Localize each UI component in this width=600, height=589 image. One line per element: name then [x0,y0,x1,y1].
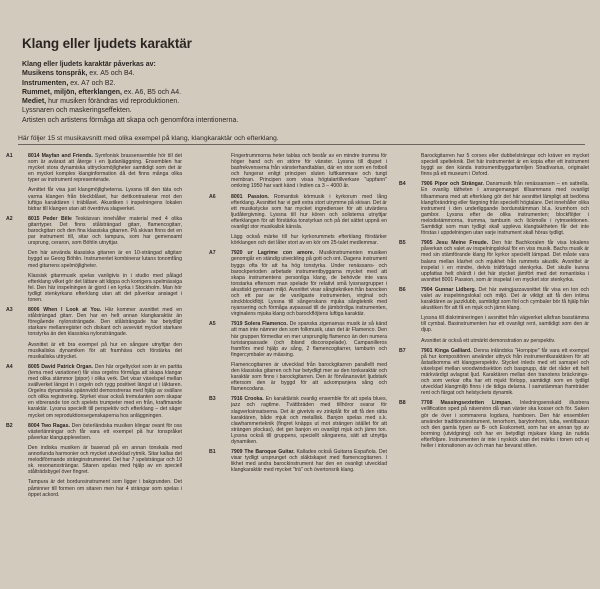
track-code [6,250,28,268]
track-description [421,315,589,333]
track-heading: 7909 The Baroque Guitar. [231,449,295,456]
track-description [421,153,589,177]
track-code: B3 [209,396,216,403]
track-text: En karaktärisk ovanlig ensemble för att spela blues, jazz och ragtime. Tvättbräden med tillhöror svarar för slagverksinsatserna. Det är givetvis ev zinkplåt för att få den rätta karaktären, både mjuk och metallisk. Banjon spelas med s.k. clawhammerteknik (fingret knäpps ut mot strängen istället för att strängen plockas), det ger banjon en ovanligt mjuk och jämn ton. Lyssna också till gruppens, speciellt sångarens, sätt att utnyttja dynamiken. [231,396,387,446]
track-code: A2 [6,215,13,222]
track-text: Den österländska musiken klingar ovant för oss västerlänningar och får vara ett exempel på hur tonspråket påverkar klangupplevelsen. [28,422,183,441]
track-code: A7 [209,250,216,257]
intro-item: Rummet, miljön, efterklangen, ex. A6, B5 och A4. [22,88,182,96]
track-description [28,479,182,497]
track-description [28,273,182,303]
column-3 [399,153,589,453]
track-heading: 7904 Gunnar Lidberg. [421,286,477,293]
track-code: B4 [399,181,406,188]
track-entry [6,273,182,303]
track-entry [6,342,182,360]
track-description [231,234,387,246]
track-code: A3 [6,307,13,314]
intro-item: Instrumenten, ex. A7 och B2. [22,79,116,87]
track-entry [209,321,387,358]
track-description [421,240,589,283]
track-description [231,250,387,317]
track-code: B2 [6,422,13,429]
track-entry [399,348,589,397]
track-code: B1 [209,449,216,456]
track-text: Romantisk körmusik i kyrkorum med lång efterklang. Avsnittet har vi gett extra stort utrymme på skivan. Det är ett musikstycke som har mycket ingredienser för att utvärdera ljudåtergivning. Lyssna till hur kören och solisterna utnyttjar efterklangen för att förstärka tonstyrkan och på det sättet uppnå en ovanligt stor musikalisk känsla. [231,193,387,231]
track-code [6,187,28,211]
track-entry [209,449,387,473]
track-description [231,396,387,445]
track-code [209,362,231,392]
intro-line: Artisten och artistens förmåga att skapa och genomföra intentionerna. [22,116,239,124]
track-text: Inledningsenskald illustrera vellification sped på nävervinn då man växter ska kosser och för. Saken gör de över i sommarens logdans, hamboen. Den här ensemblen använder traditionsinstrument, tenorhorn, barytonhorn, tuba, ventilbasun och den gamla typen av B- och Esskornett, som har en annan typ av borrning (utvidgning) och har en betydligt mjukare klang än nutida efterföljare. Instrumenten är inte i nyskick utan det märks i tonen och ej heller i intonationen av och man har bevarat stilen. [421,400,589,450]
track-description [28,216,182,246]
track-text: Klassisk gitarrmusik spelas vanligtvis in i studio med pålagd efterklang vilket gör det lättare att klippa och korrigera spelmässiga fel. Den här inspelningen är gjord i en kyrka i Stockholm. Man hör tydligt stenkyrkans efterklang utan att det påverkar ansiaget i tonen. [28,272,182,303]
track-heading: 8014 Mayfan and Friends. [28,153,93,159]
track-heading: 7916 Crooka. [231,396,264,403]
track-heading: 7906 Pipor och Strängar. [421,181,484,188]
track-description [231,362,387,392]
track-description [28,187,182,211]
track-heading: 8001 Passion. [231,193,269,200]
track-entry [209,234,387,246]
track-description [28,364,182,419]
track-entry [6,364,182,419]
track-description [231,194,387,231]
track-text: Lägg också märke till hur kyrkorummets efterklang förstärker körklangen och det låter stort av en kör om 25-talet medlemmar. [231,234,387,247]
track-code: A4 [6,363,13,370]
track-description [28,445,182,475]
track-code: B7 [399,347,406,354]
track-entry [6,250,182,268]
track-entry [399,240,589,283]
track-code [209,234,231,246]
track-entry [209,153,387,190]
track-entry [6,479,182,497]
track-heading: 7920 ur Lagrime con amore. [231,250,315,257]
intro-block [22,60,238,125]
track-entry [209,250,387,317]
track-text: Flamencogitarren är utvecklad från barockgitarren parallellt med den klassiska gitarren och har betydligt mer av den tonkaraktär och karaktär som finns i barockgitarren. Den är förvånansvärt ljudstark eftersom den är byggd för att ackompanjera sång och flamencodans. [231,361,387,393]
track-code [6,273,28,303]
track-text: Teskäsvan innehåller material med 4 olika gitarrtyper. Det finns stålsträngad gitarr, flamencogitarr, barockgitarr och den fina klassiska gitarren. På skivan finns det en par instrument till, sitar och tampura, som har gemensamt ursprung, ceraron, som Böhlin utnyttjar. [28,215,182,247]
track-heading: 8015 Peder Bille [28,215,72,222]
track-heading: 7919 Solera Flamenco. [231,321,288,328]
track-code [6,342,28,360]
track-text: Den här orgeltycket som är en partita (tema med variationer) får visa orgelns förmåga att skapa klangar med olika stämmor (pipor) i olika verk. Det visar växelspel mellan svällverket längst in i orgeln och rygg positivet längst ut i läktaren. Orgelns dynamiska spännvidd demonstreras med hjälp av svällare och olika registrering. Styrket visar också tremulanten som skapar en vibrerande ton och spelets trumpeter med en från, kraftmande karaktär. Lyssna speciellt till perspektiv och efterklang – det säger mycket om reproduktionsegenskaperna hos anläggningen. [28,363,182,419]
track-text: Den här Bachkoralen får visa lokalens påverkan och valet av inspelningslokal för en viss musik. Bachs musik är med sin stämförande klang för kyrkor speciellt lämpad. Det måste vara balans mellan klarhet och mjukhet från rummets akustik. Avsnittet är inspelat i en mindre, delvis träförlagd stenkyrka. Det skulle kunna uppfattas helt ohärdt i det här stycket jämfört med det romantiska i avsnittet 8001 Passion, som är inspelat i en mycket stor stenkyrka. [421,240,589,283]
track-code [6,479,28,497]
intro-line: Lyssnaren och maskeringseffekten. [22,107,132,115]
track-code: A5 [209,321,216,328]
track-text: Dansmusik från renässansen – en satirella. En ovanlig tätheten i arrangemanget tillsammans med ovanligt tillsammans med att efterklang gör det här avsnittet lämpligt att bedöma klangförändring eller färgning från speciellt högtalare. Det innehåller olika instrument i den underliggande bordunstämman bl.a. krumhorn och gambor. Lyssna efter de olika instrumenten; blockflöjter i melodistämmorna, trumma, tamburin och lickmolle i rytmsektionen. Samtidigt som man tydligt skall uppleva klangtaktheten får det inte förstas i uppdelningen utan varje instrument skall höras tydligt. [421,181,589,237]
track-text: Avsnittet är också ett utmärkt demonstration av perspektiv. [421,337,556,344]
track-entry [399,287,589,311]
track-heading: 8005 David Patrick Organ. [28,363,93,370]
track-code: A6 [209,193,216,200]
track-entry [6,216,182,246]
track-text: Fingertrummorna heter tablas och består av en mindre trumma för höger hand och en större för vänster. Lyssna till djupet i basfrekvenserna från vänsterhandtablan, där en stor som en fotboll och fungerar enligt principen sluten luftkammare och tungt membran. Principen som vissa högtalartillverkare "uppfann" omkring 1950 har varit känd i Indien ca 3 – 4000 år. [231,153,387,190]
intro-item: Mediet, hur musiken förändras vid reproduktionen. [22,98,180,106]
track-description [28,307,182,337]
track-text: Avnittet får visa just klangmöjligheterna. Lyssna till den täta och varma klangen från bleckblåset, hur dettkontrasterar mot den luftiga karaktären i träblåset. Akustiken i inspelningens lokalen bidrar till klangen utan att överdriva slagverket. [28,187,182,212]
track-text: Här kommer avsnittet med en stålsträngad gitarr. Den har en helt annan klangkaraktär än föregående nylonsträngade. Den stålsträngade har betydligt starkare mellanregister och diskant och avsevärt mycket starkare tonstyrka än den klassiska nylonsträngade. [28,307,182,338]
track-code: B8 [399,400,406,407]
track-code [399,338,421,344]
track-entry [399,400,589,449]
track-description [421,338,589,344]
track-text: Tampura är det bordunsinstrument som ligger i bakgrunden. Det påminner till formen om sitaren men har 4 strängar som spelas i öppet ackord. [28,479,182,498]
track-text: Det här swingjazzavsnittet får visa en ton och valet av inspelningslokal och miljö. Det är viktigt att få den intima karaktären av jazzklubb, samtidigt som fiol och cymbaler bör få hjälp från akustiken för att få en mjuk och jämn klang. [421,286,589,312]
track-entry [6,307,182,337]
track-text: Lyssna till diskrimineringen i avsnittet från vägverket allsfran basstämma till cymbal. Basinstrumenten har ett ovanligt rent, samtidigt som den är djup. [421,315,589,334]
track-text: Musikinstrumenten musiken genomgår en ständig utveckling på gott och ont. Dagens instrument byggs ofta för att ha hög tonstyrka. Under renässans- och barockperioden arbetade instrumentbyggarna mycket med att skapa instrumentens personliga klang, de behövde inte vara tonstarka eftersom man spelade för relativt små lyssnargrupper i akustiskt gynnsam miljö. Avsnittet visar sångtekniken från barocken och ett par av de vanligaste instrumenten, virginal och sinckblockflöjt. Lyssna till sångerskans mjuka sångteknik med nyansering och förmåga avpassad till de jämbördiga instrumenten, virginalens mjuka klang och barockflöjtens luftiga karaktär. [231,250,387,318]
track-entry [209,194,387,231]
track-entry [6,153,182,183]
track-text: Denna inländska "Hornpipe" får vara ett exempel på hur kompositören använder uttryck från instrumentkaraktären för att åstadkomma ett klangperspektiv. Stycket inleds med ett samspel och växelspel mellan woodwindsektion och basgrupp, där det råder ett helt märkvärdigt avlagrat ljud. Karaktären mellan den tranotens bräcknings- och som verkar ofta har ett mjukt förlopp, samtidigt som en tydligt utvecklad klangmiljö finns i de tidiga delarna. I samstämman framträder rent och färgat och helstyckets dynamik. [421,347,589,397]
column-1 [6,153,182,502]
track-description [28,153,182,183]
track-description [421,181,589,236]
track-description [28,342,182,360]
track-code: A1 [6,153,13,159]
track-description [421,348,589,397]
track-heading: 7905 Jesu Meine Freude. [421,240,489,247]
track-heading: 8004 Two Ragas. [28,422,70,429]
track-entry [6,423,182,441]
track-code [6,445,28,475]
track-description [421,400,589,449]
intro-line: Klang eller ljudets karaktär påverkas av: [22,61,156,68]
track-entry [209,396,387,445]
track-code [399,315,421,333]
track-entry [399,315,589,333]
track-description [231,321,387,358]
track-description [28,250,182,268]
page-title: Klang eller ljudets karaktär [22,36,192,51]
track-entry [6,445,182,475]
track-code: B5 [399,240,406,247]
track-text: Symfonisk brassensemble hör till det som är avärast att återge i en ljudanläggning. Ensemblen har mycket stora dynamiska uttrycksmöjligheter samtidigt som det är en mycket komplex klanginformation då det finns många olika typer av instrument representerade. [28,153,182,184]
track-heading: 7901 Kinga Galliard. [421,347,472,354]
track-text: Avsnittet är ett bra exempel på hur en sångare utnyttjar den musikaliska dynamiken för att framhäva och förstärka det musikaliska uttrycket. [28,341,182,360]
track-entry [399,153,589,177]
track-heading: 8006 When I Look at You. [28,307,102,314]
intro-item: Musikens tonspråk, ex. A5 och B4. [22,70,135,78]
track-entry [399,338,589,344]
lead-text: Här följer 15 st musikavsnitt med olika exempel på klang, klangkaraktär och efterklang. [18,135,279,142]
track-text: Kallades också Guitarra Española. Det visar tydligt ursprunget och släktskapet med flamencogitarren. I likhet med andra barockinstrument har den en ovanligt utvecklad klangkaraktär med mycket "trä" och övertonsrik klang. [231,449,387,474]
track-description [421,287,589,311]
track-heading: 7708 Massingsextetten Limpan. [421,400,512,407]
track-code: B6 [399,286,406,293]
track-description [231,153,387,190]
track-description [231,449,387,473]
track-code [209,153,231,190]
column-2 [209,153,387,478]
track-entry [399,181,589,236]
divider [18,144,585,145]
track-description [28,423,182,441]
track-text: Barockgitarren har 5 corses eller dubbelsträngar och kräver en mycket speciell spelteknik. Det här instrumentet är en kopia efter ett instrument byggt av den kända instrumentbyggarfamiljen Stradivarius, originalet finns på ett museum i Oxford. [421,153,589,178]
track-text: Den indiska musiken är baserad på en annan tonskala med annorlunda harmonier och mycket utvecklad rytmik. Sitar kallas det melodiförmande stränginstrumentet. Det har 7 spelsträngar och 10 sk. resonanssträngar. Sitaren spelas med hjälp av en speciell stålträdsbygel över fingret. [28,444,182,476]
track-code [399,153,421,177]
track-entry [6,187,182,211]
track-text: Den här använda klassiska gitarren är en 10-strängad altgitarr byggd av Georg Böhlin. Instrumentet kombinerar lutans tonomfång med gitarrens spelmöjligheter. [28,250,182,269]
track-entry [209,362,387,392]
track-text: De spanska zigenarnas musik är så känd att man inte nämner den som folkmusik, utan det är Flamenco. Den här gruppen förmedlar en mer ursprunglig flamenco än den numera turistanpassade (och ibland disconspelade). Campanilleros framförs med hjälp av sång, 2 flamencogitarrer, tamburin och fingercymbaler av mässing. [231,321,387,358]
